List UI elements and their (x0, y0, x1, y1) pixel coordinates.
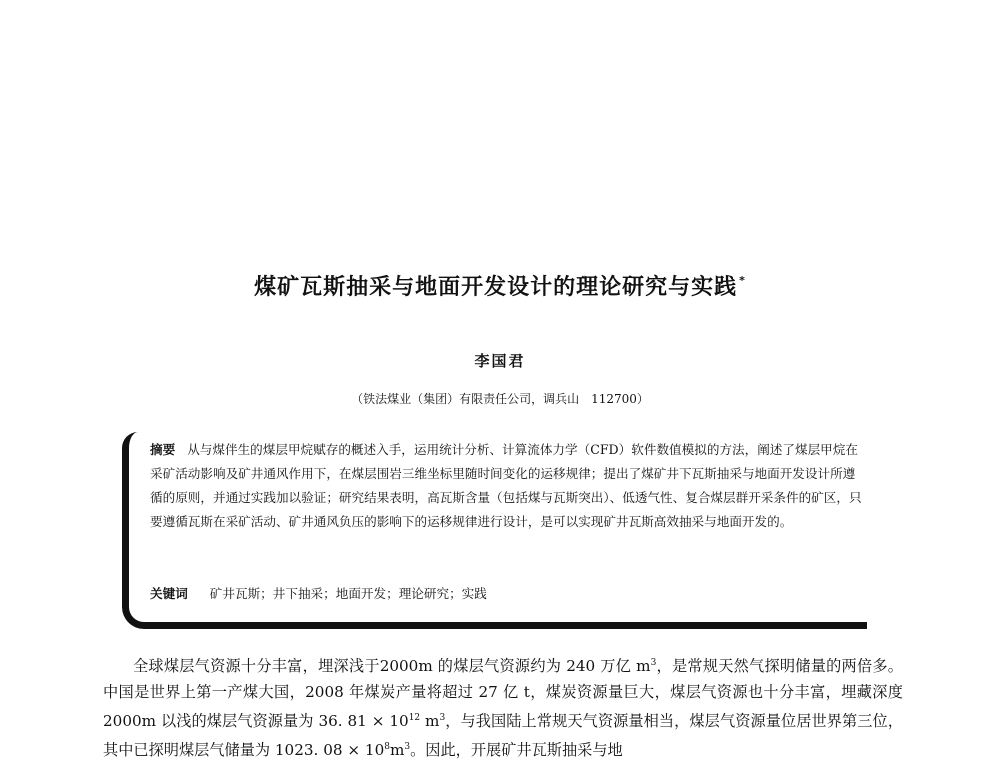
body-text-segment: m (389, 741, 405, 759)
abstract (150, 438, 862, 534)
superscript: 8 (384, 742, 390, 752)
abstract-label: 摘要 (150, 442, 176, 457)
title-footnote-mark: * (739, 274, 746, 287)
author-name: 李国君 (474, 352, 526, 370)
body-text-segment: m (420, 712, 440, 730)
abstract-text: 从与煤伴生的煤层甲烷赋存的概述入手，运用统计分析、计算流体力学（CFD）软件数值模拟的方法，阐述了煤层甲烷在采矿活动影响及矿井通风作用下，在煤层围岩三维坐标里随时间变化的运移规律；提出了煤矿井下瓦斯抽采与地面开发设计所遵循的原则，并通过实践加以验证；研究结果表明，高瓦斯含量（包括煤与瓦斯突出）、低透气性、复合煤层群开采条件的矿区，只要遵循瓦斯在采矿活动、矿井通风负压的影响下的运移规律进行设计，是可以实现矿井瓦斯高效抽采与地面开发的。 (150, 442, 862, 529)
superscript: 3 (439, 713, 446, 723)
affiliation: （铁法煤业（集团）有限责任公司，调兵山 112700） (351, 392, 649, 406)
superscript: 3 (650, 658, 657, 668)
superscript: 12 (408, 713, 421, 723)
superscript: 3 (404, 742, 411, 752)
paper-title (0, 270, 1000, 301)
keywords-label: 关键词 (150, 586, 188, 601)
body-text-segment: ，与我国陆上常规天气资源量相当，煤层气资源量位居世界第三位，其中已探明煤层气储量为 1023. 08 × 10 (103, 712, 903, 759)
body-text-segment: 全球煤层气资源十分丰富，埋深浅于2000m 的煤层气资源约为 240 万亿 m (133, 657, 651, 675)
body-paragraph (103, 650, 903, 763)
body-text-segment: ，是常规天然气探明储量的两倍多。中国是世界上第一产煤大国，2008 年煤炭产量将超过 27 亿 t，煤炭资源量巨大，煤层气资源也十分丰富，埋藏深度 2000m 以浅的煤层气资源量为 36. 81 × 10 (103, 657, 903, 730)
paper-title-text: 煤矿瓦斯抽采与地面开发设计的理论研究与实践 (254, 275, 738, 300)
keywords-text: 矿井瓦斯；井下抽采；地面开发；理论研究；实践 (209, 586, 487, 601)
keywords (150, 583, 487, 602)
body-text-segment: 。因此，开展矿井瓦斯抽采与地 (410, 741, 623, 759)
